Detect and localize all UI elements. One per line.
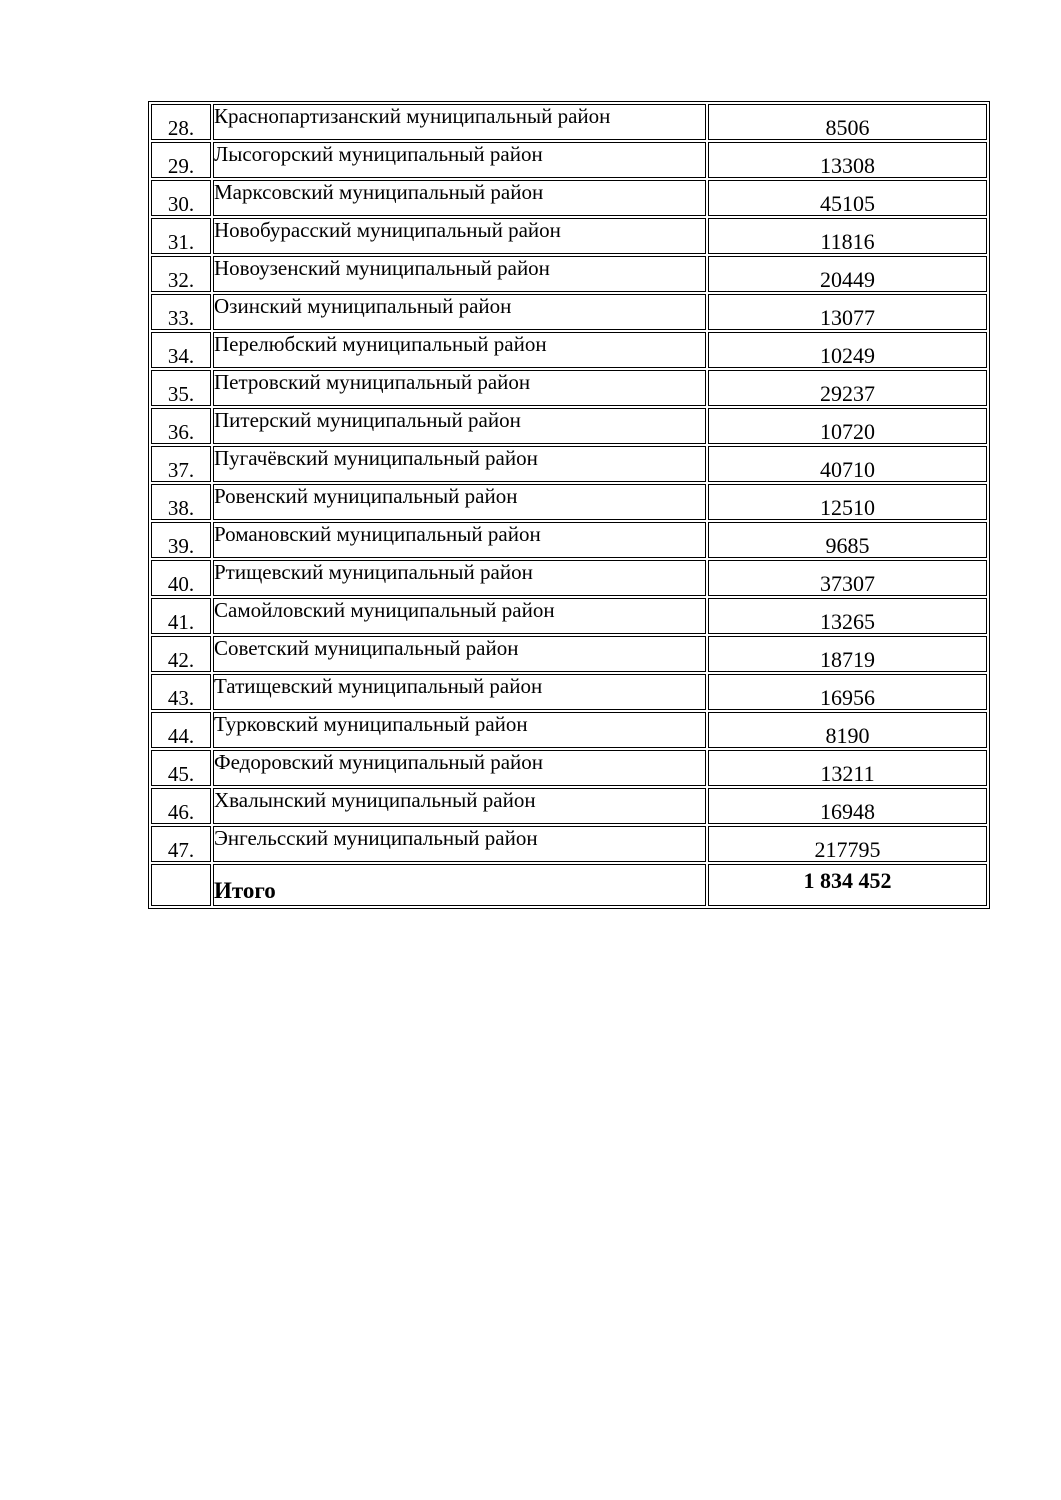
table-row — [151, 332, 987, 368]
district-value: 13077 — [708, 294, 987, 330]
table-row — [151, 256, 987, 292]
district-value: 20449 — [708, 256, 987, 292]
row-number: 43. — [151, 674, 211, 710]
row-number: 44. — [151, 712, 211, 748]
district-value: 10720 — [708, 408, 987, 444]
district-name: Советский муниципальный район — [213, 636, 706, 672]
district-table — [148, 101, 990, 909]
district-value: 37307 — [708, 560, 987, 596]
row-number: 45. — [151, 750, 211, 786]
district-name: Турковский муниципальный район — [213, 712, 706, 748]
row-number: 36. — [151, 408, 211, 444]
district-value: 11816 — [708, 218, 987, 254]
district-name: Петровский муниципальный район — [213, 370, 706, 406]
row-number: 32. — [151, 256, 211, 292]
district-name: Озинский муниципальный район — [213, 294, 706, 330]
row-number: 28. — [151, 104, 211, 140]
row-number: 38. — [151, 484, 211, 520]
row-number: 37. — [151, 446, 211, 482]
district-value: 13211 — [708, 750, 987, 786]
district-value: 12510 — [708, 484, 987, 520]
row-number: 41. — [151, 598, 211, 634]
district-name: Питерский муниципальный район — [213, 408, 706, 444]
district-name: Марксовский муниципальный район — [213, 180, 706, 216]
total-label: Итого — [213, 864, 706, 906]
table-row — [151, 142, 987, 178]
district-value: 10249 — [708, 332, 987, 368]
district-name: Перелюбский муниципальный район — [213, 332, 706, 368]
row-number: 30. — [151, 180, 211, 216]
district-name: Хвалынский муниципальный район — [213, 788, 706, 824]
table-row — [151, 370, 987, 406]
table-row — [151, 104, 987, 140]
total-value: 1 834 452 — [708, 864, 987, 906]
district-value: 13308 — [708, 142, 987, 178]
district-value: 9685 — [708, 522, 987, 558]
table-row — [151, 180, 987, 216]
table-row — [151, 674, 987, 710]
table-row — [151, 484, 987, 520]
table-row — [151, 826, 987, 862]
row-number: 39. — [151, 522, 211, 558]
row-number: 31. — [151, 218, 211, 254]
row-number: 47. — [151, 826, 211, 862]
district-name: Романовский муниципальный район — [213, 522, 706, 558]
district-name: Ртищевский муниципальный район — [213, 560, 706, 596]
row-number: 29. — [151, 142, 211, 178]
table-row — [151, 598, 987, 634]
district-name: Новобурасский муниципальный район — [213, 218, 706, 254]
table-row — [151, 522, 987, 558]
total-row — [151, 864, 987, 906]
district-value: 16948 — [708, 788, 987, 824]
district-table-body — [151, 104, 987, 906]
district-value: 8190 — [708, 712, 987, 748]
table-row — [151, 446, 987, 482]
district-name: Энгельсский муниципальный район — [213, 826, 706, 862]
row-number: 33. — [151, 294, 211, 330]
district-value: 40710 — [708, 446, 987, 482]
table-row — [151, 788, 987, 824]
district-name: Пугачёвский муниципальный район — [213, 446, 706, 482]
district-name: Федоровский муниципальный район — [213, 750, 706, 786]
district-name: Ровенский муниципальный район — [213, 484, 706, 520]
district-name: Лысогорский муниципальный район — [213, 142, 706, 178]
district-value: 45105 — [708, 180, 987, 216]
row-number: 35. — [151, 370, 211, 406]
table-row — [151, 218, 987, 254]
district-value: 13265 — [708, 598, 987, 634]
district-value: 8506 — [708, 104, 987, 140]
table-row — [151, 636, 987, 672]
district-value: 16956 — [708, 674, 987, 710]
table-row — [151, 750, 987, 786]
document-table-wrapper — [148, 101, 990, 909]
table-row — [151, 712, 987, 748]
district-name: Краснопартизанский муниципальный район — [213, 104, 706, 140]
row-number: 40. — [151, 560, 211, 596]
row-number: 34. — [151, 332, 211, 368]
district-value: 29237 — [708, 370, 987, 406]
row-number: 42. — [151, 636, 211, 672]
table-row — [151, 408, 987, 444]
district-name: Новоузенский муниципальный район — [213, 256, 706, 292]
district-value: 217795 — [708, 826, 987, 862]
district-name: Самойловский муниципальный район — [213, 598, 706, 634]
table-row — [151, 560, 987, 596]
row-number: 46. — [151, 788, 211, 824]
total-row-number — [151, 864, 211, 906]
district-name: Татищевский муниципальный район — [213, 674, 706, 710]
district-value: 18719 — [708, 636, 987, 672]
table-row — [151, 294, 987, 330]
